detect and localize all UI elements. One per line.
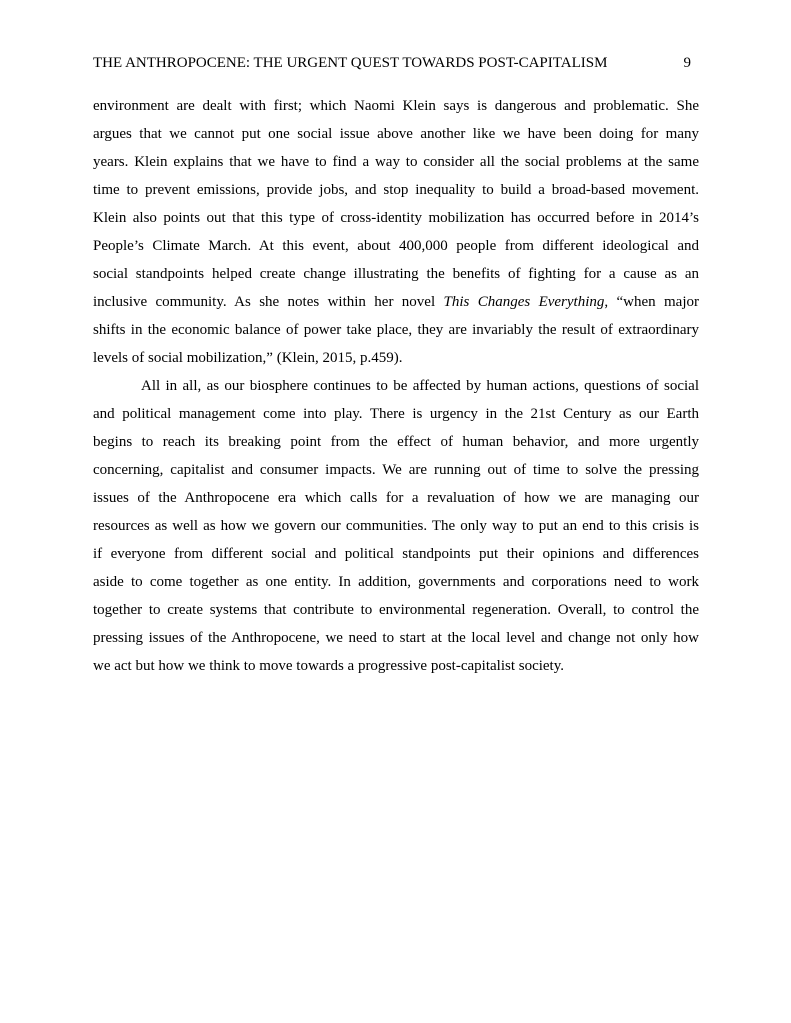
text-line: concerning, capitalist and consumer impacts. We are running out of time to solve the pressing [93,462,699,478]
text-line: and political management come into play. There is urgency in the 21st Century as our Earth [93,406,699,422]
text-line: begins to reach its breaking point from the effect of human behavior, and more urgently [93,434,699,450]
text-line: resources as well as how we govern our communities. The only way to put an end to this crisis is [93,518,699,534]
text-line: levels of social mobilization,” (Klein, 2015, p.459). [93,350,403,366]
paragraph-1 [93,92,699,372]
text-line: aside to come together as one entity. In addition, governments and corporations need to work [93,574,699,590]
text-line: Klein also points out that this type of cross-identity mobilization has occurred before in 2014’s [93,210,699,226]
page-number: 9 [683,55,691,71]
running-head-title: THE ANTHROPOCENE: THE URGENT QUEST TOWARDS POST-CAPITALISM [93,55,608,71]
text-segment: , “when major [604,294,700,310]
text-line: issues of the Anthropocene era which calls for a revaluation of how we are managing our [93,490,699,506]
text-line: time to prevent emissions, provide jobs, and stop inequality to build a broad-based movement. [93,182,699,198]
text-segment: inclusive community. As she notes within her novel [93,294,444,310]
text-line: years. Klein explains that we have to find a way to consider all the social problems at the same [93,154,699,170]
paragraph-2 [93,372,699,680]
text-line: shifts in the economic balance of power take place, they are invariably the result of extraordinary [93,322,699,338]
text-line: pressing issues of the Anthropocene, we need to start at the local level and change not only how [93,630,699,646]
body-text [93,92,699,680]
text-line-with-title [93,288,699,316]
text-line: if everyone from different social and political standpoints put their opinions and differences [93,546,699,562]
text-line: All in all, as our biosphere continues to be affected by human actions, questions of social [141,378,699,394]
text-line: together to create systems that contribute to environmental regeneration. Overall, to control the [93,602,699,618]
running-head [93,53,691,73]
text-line: we act but how we think to move towards a progressive post-capitalist society. [93,658,564,674]
text-line: People’s Climate March. At this event, about 400,000 people from different ideological and [93,238,699,254]
text-line: argues that we cannot put one social issue above another like we have been doing for many [93,126,699,142]
text-line: environment are dealt with first; which Naomi Klein says is dangerous and problematic. She [93,98,699,114]
book-title: This Changes Everything [443,294,605,310]
text-line: social standpoints helped create change illustrating the benefits of fighting for a cause as an [93,266,699,282]
